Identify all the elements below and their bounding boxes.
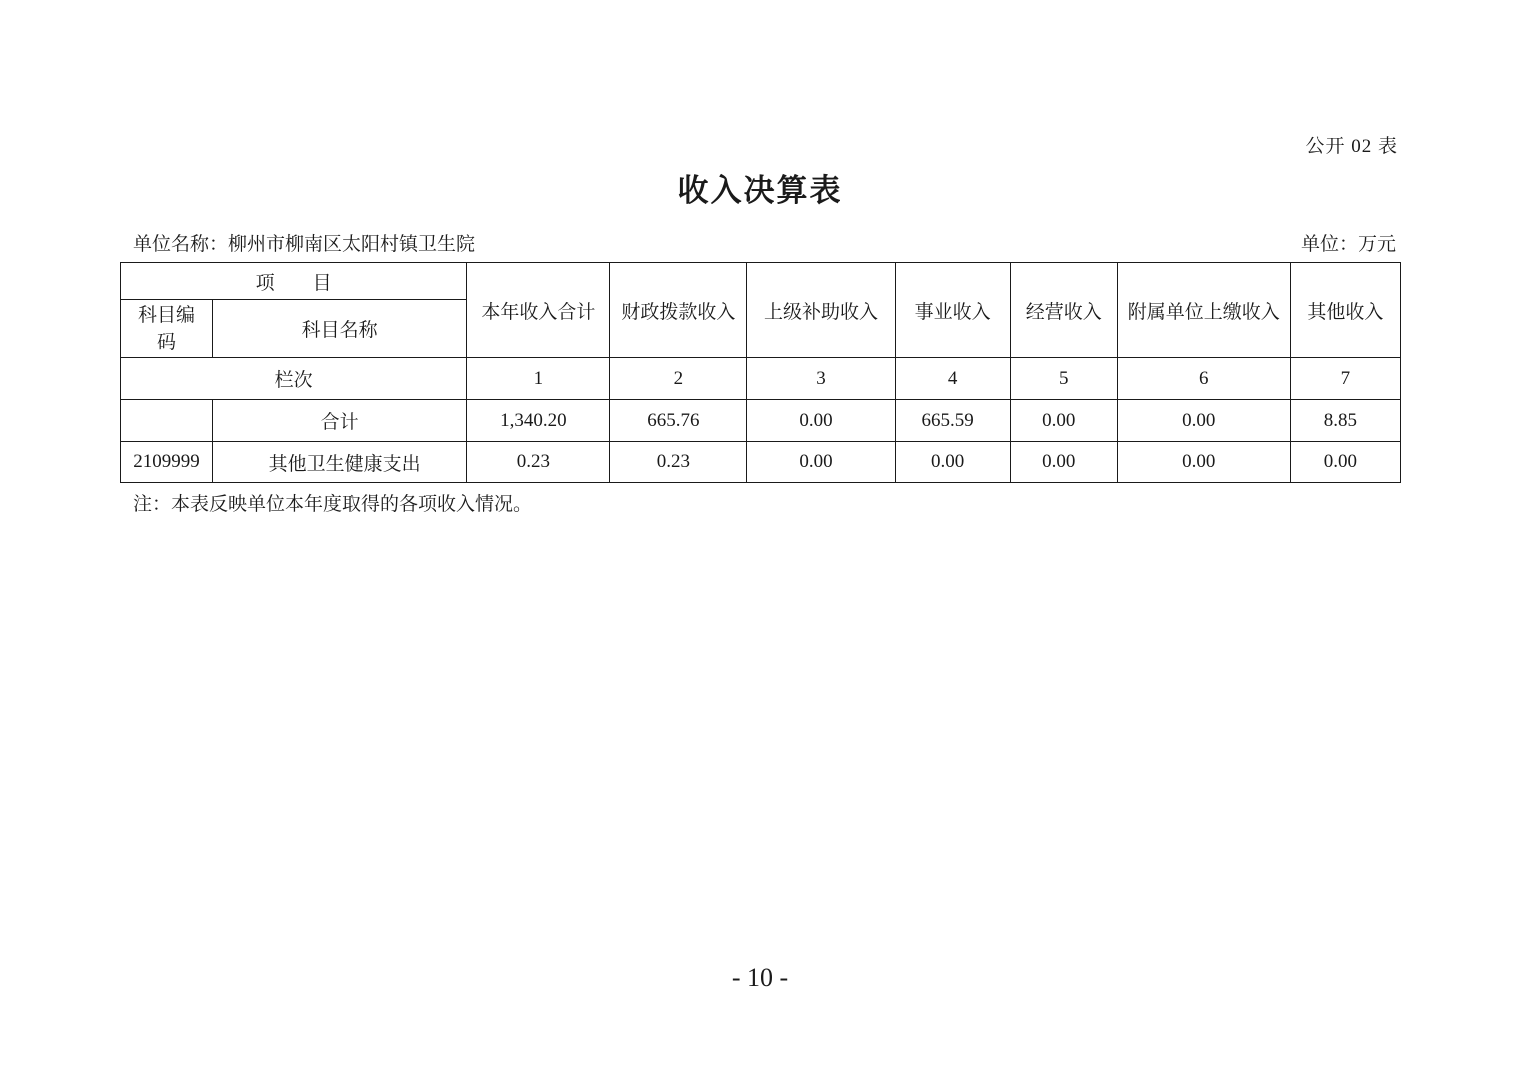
project-group-header: 项 目 <box>121 263 467 300</box>
detail-value-4: 0.00 <box>895 442 1010 483</box>
total-value-1: 1,340.20 <box>467 400 610 442</box>
column-index-label: 栏次 <box>121 358 467 400</box>
column-header-operating-income: 经营收入 <box>1010 263 1117 358</box>
form-code-label: 公开 02 表 <box>1305 136 1398 157</box>
page-title: 收入决算表 <box>677 173 843 208</box>
total-name-cell: 合计 <box>213 400 467 442</box>
total-code-cell <box>121 400 213 442</box>
table-note: 注：本表反映单位本年度取得的各项收入情况。 <box>133 494 533 515</box>
detail-code-cell: 2109999 <box>121 442 213 483</box>
page-number: - 10 - <box>731 963 789 992</box>
table-row-total <box>121 400 1401 442</box>
total-value-6: 0.00 <box>1117 400 1290 442</box>
column-index-6: 6 <box>1117 358 1290 400</box>
income-final-accounts-table <box>120 262 1401 483</box>
total-value-2: 665.76 <box>610 400 747 442</box>
detail-value-6: 0.00 <box>1117 442 1290 483</box>
column-header-total-income: 本年收入合计 <box>467 263 610 358</box>
column-index-row <box>121 358 1401 400</box>
meta-row <box>120 229 1400 256</box>
detail-name-cell: 其他卫生健康支出 <box>213 442 467 483</box>
column-header-superior-subsidy: 上级补助收入 <box>747 263 895 358</box>
subject-name-header: 科目名称 <box>213 300 467 358</box>
column-index-3: 3 <box>747 358 895 400</box>
table-row-detail <box>121 442 1401 483</box>
unit-currency-label: 单位：万元 <box>1300 234 1396 255</box>
total-value-4: 665.59 <box>895 400 1010 442</box>
column-index-4: 4 <box>895 358 1010 400</box>
column-header-fiscal-appropriation: 财政拨款收入 <box>610 263 747 358</box>
column-index-7: 7 <box>1290 358 1400 400</box>
detail-value-1: 0.23 <box>467 442 610 483</box>
detail-value-2: 0.23 <box>610 442 747 483</box>
column-index-2: 2 <box>610 358 747 400</box>
total-value-5: 0.00 <box>1010 400 1117 442</box>
column-index-1: 1 <box>467 358 610 400</box>
unit-name-label: 单位名称：柳州市柳南区太阳村镇卫生院 <box>133 234 476 255</box>
detail-value-3: 0.00 <box>747 442 895 483</box>
subject-code-header: 科目编码 <box>121 300 213 358</box>
header-row-project <box>121 263 1401 300</box>
detail-value-7: 0.00 <box>1290 442 1400 483</box>
detail-value-5: 0.00 <box>1010 442 1117 483</box>
column-header-other-income: 其他收入 <box>1290 263 1400 358</box>
column-index-5: 5 <box>1010 358 1117 400</box>
column-header-business-income: 事业收入 <box>895 263 1010 358</box>
total-value-7: 8.85 <box>1290 400 1400 442</box>
total-value-3: 0.00 <box>747 400 895 442</box>
column-header-affiliated-unit-income: 附属单位上缴收入 <box>1117 263 1290 358</box>
